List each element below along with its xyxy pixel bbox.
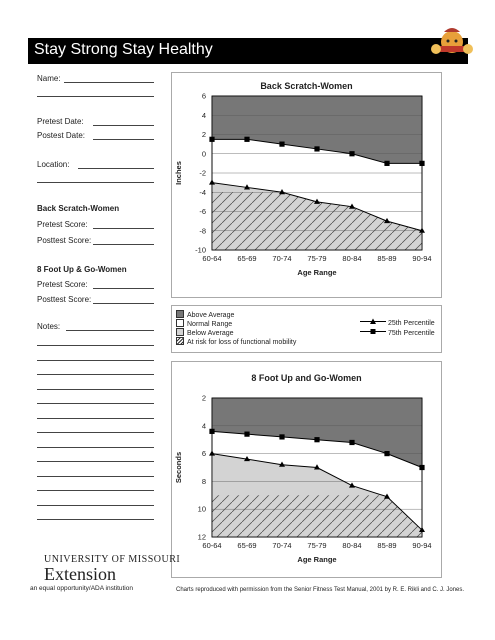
x-tick-label: 60-64 (202, 541, 222, 550)
legend-p75: 75th Percentile (360, 328, 435, 337)
chart1-title: Back Scratch-Women (260, 81, 353, 91)
section2-title: 8 Foot Up & Go-Women (37, 265, 127, 274)
chart-credit: Charts reproduced with permission from the Senior Fitness Test Manual, 2001 by R. E. Rikli and C. J. Jones. (176, 587, 465, 593)
mascot-icon (430, 24, 474, 64)
p75-point (349, 151, 354, 156)
x-tick-label: 80-84 (342, 254, 362, 263)
notes-line[interactable] (37, 447, 154, 448)
logo-extension: Extension (44, 564, 116, 584)
name-field-line2[interactable] (37, 96, 154, 97)
x-tick-label: 90-94 (412, 254, 432, 263)
y-tick-label: -10 (195, 245, 206, 255)
section2-pretest-label: Pretest Score: (37, 280, 88, 289)
p75-point (244, 432, 249, 437)
legend-below: Below Average (176, 328, 234, 337)
name-field[interactable] (64, 82, 154, 83)
pretest-date-label: Pretest Date: (37, 117, 84, 126)
x-tick-label: 75-79 (307, 541, 327, 550)
notes-line[interactable] (37, 519, 154, 520)
notes-line[interactable] (37, 490, 154, 491)
y-tick-label: -8 (199, 226, 206, 236)
chart1-svg (172, 73, 441, 297)
p75-point (209, 137, 214, 142)
notes-label: Notes: (37, 322, 61, 331)
notes-line[interactable] (37, 389, 154, 390)
x-tick-label: 85-89 (377, 254, 397, 263)
legend-normal: Normal Range (176, 319, 232, 328)
x-tick-label: 75-79 (307, 254, 327, 263)
x-tick-label: 65-69 (237, 541, 257, 550)
p75-point (419, 161, 424, 166)
legend-above: Above Average (176, 310, 234, 319)
p75-point (384, 161, 389, 166)
section2-posttest-field[interactable] (93, 303, 154, 304)
p75-point (209, 429, 214, 434)
equal-opportunity-note: an equal opportunity/ADA institution (30, 585, 133, 592)
risk-region (212, 495, 422, 537)
posttest-date-field[interactable] (93, 139, 154, 140)
p75-point (244, 137, 249, 142)
y-tick-label: 6 (201, 91, 206, 101)
y-tick-label: -4 (199, 187, 206, 197)
section1-posttest-label: Posttest Score: (37, 236, 92, 245)
notes-line[interactable] (37, 360, 154, 361)
y-tick-label: 4 (201, 110, 206, 120)
y-axis-label: Seconds (174, 451, 183, 484)
y-tick-label: 4 (201, 421, 206, 431)
legend-p25: 25th Percentile (360, 318, 435, 327)
chart1-panel (171, 72, 442, 298)
logo-university: UNIVERSITY OF MISSOURI (44, 554, 181, 565)
location-field-line2[interactable] (37, 182, 154, 183)
section1-pretest-field[interactable] (93, 228, 154, 229)
p75-point (419, 465, 424, 470)
p75-point (384, 451, 389, 456)
location-label: Location: (37, 160, 70, 169)
square-marker-icon (360, 328, 386, 335)
notes-line[interactable] (37, 418, 154, 419)
page-header (28, 38, 468, 64)
y-tick-label: 2 (201, 130, 206, 139)
section2-posttest-label: Posttest Score: (37, 295, 92, 304)
notes-line[interactable] (37, 476, 154, 477)
legend-panel (171, 305, 442, 353)
y-tick-label: 10 (197, 504, 206, 514)
section1-title: Back Scratch-Women (37, 204, 120, 213)
page-title: Stay Strong Stay Healthy (34, 41, 213, 58)
p75-point (279, 434, 284, 439)
p75-point (314, 146, 319, 151)
notes-line[interactable] (37, 374, 154, 375)
x-tick-label: 80-84 (342, 541, 362, 550)
x-axis-label: Age Range (297, 555, 337, 564)
location-field[interactable] (78, 168, 154, 169)
y-tick-label: -2 (199, 168, 206, 178)
y-tick-label: -6 (199, 207, 206, 216)
x-tick-label: 60-64 (202, 254, 222, 263)
name-label: Name: (37, 74, 61, 83)
y-tick-label: 8 (201, 476, 206, 486)
notes-line[interactable] (37, 432, 154, 433)
pretest-date-field[interactable] (93, 125, 154, 126)
chart2-svg (172, 362, 441, 577)
x-tick-label: 90-94 (412, 541, 432, 550)
x-tick-label: 85-89 (377, 541, 397, 550)
notes-line[interactable] (37, 403, 154, 404)
y-tick-label: 6 (201, 449, 206, 459)
section1-pretest-label: Pretest Score: (37, 220, 88, 229)
y-axis-label: Inches (174, 161, 183, 185)
notes-field[interactable] (66, 330, 154, 331)
posttest-date-label: Postest Date: (37, 131, 86, 140)
notes-line[interactable] (37, 461, 154, 462)
section2-pretest-field[interactable] (93, 288, 154, 289)
x-axis-label: Age Range (297, 268, 337, 277)
notes-line[interactable] (37, 345, 154, 346)
y-tick-label: 12 (197, 532, 206, 542)
p75-point (279, 142, 284, 147)
y-tick-label: 0 (201, 149, 206, 159)
y-tick-label: 2 (201, 393, 206, 403)
x-tick-label: 65-69 (237, 254, 257, 263)
p75-point (349, 440, 354, 445)
x-tick-label: 70-74 (272, 541, 292, 550)
section1-posttest-field[interactable] (93, 244, 154, 245)
chart2-panel (171, 361, 442, 578)
legend-risk: At risk for loss of functional mobility (176, 337, 296, 346)
p75-point (314, 437, 319, 442)
triangle-marker-icon (360, 318, 386, 325)
notes-line[interactable] (37, 505, 154, 506)
x-tick-label: 70-74 (272, 254, 292, 263)
chart2-title: 8 Foot Up and Go-Women (251, 373, 362, 383)
